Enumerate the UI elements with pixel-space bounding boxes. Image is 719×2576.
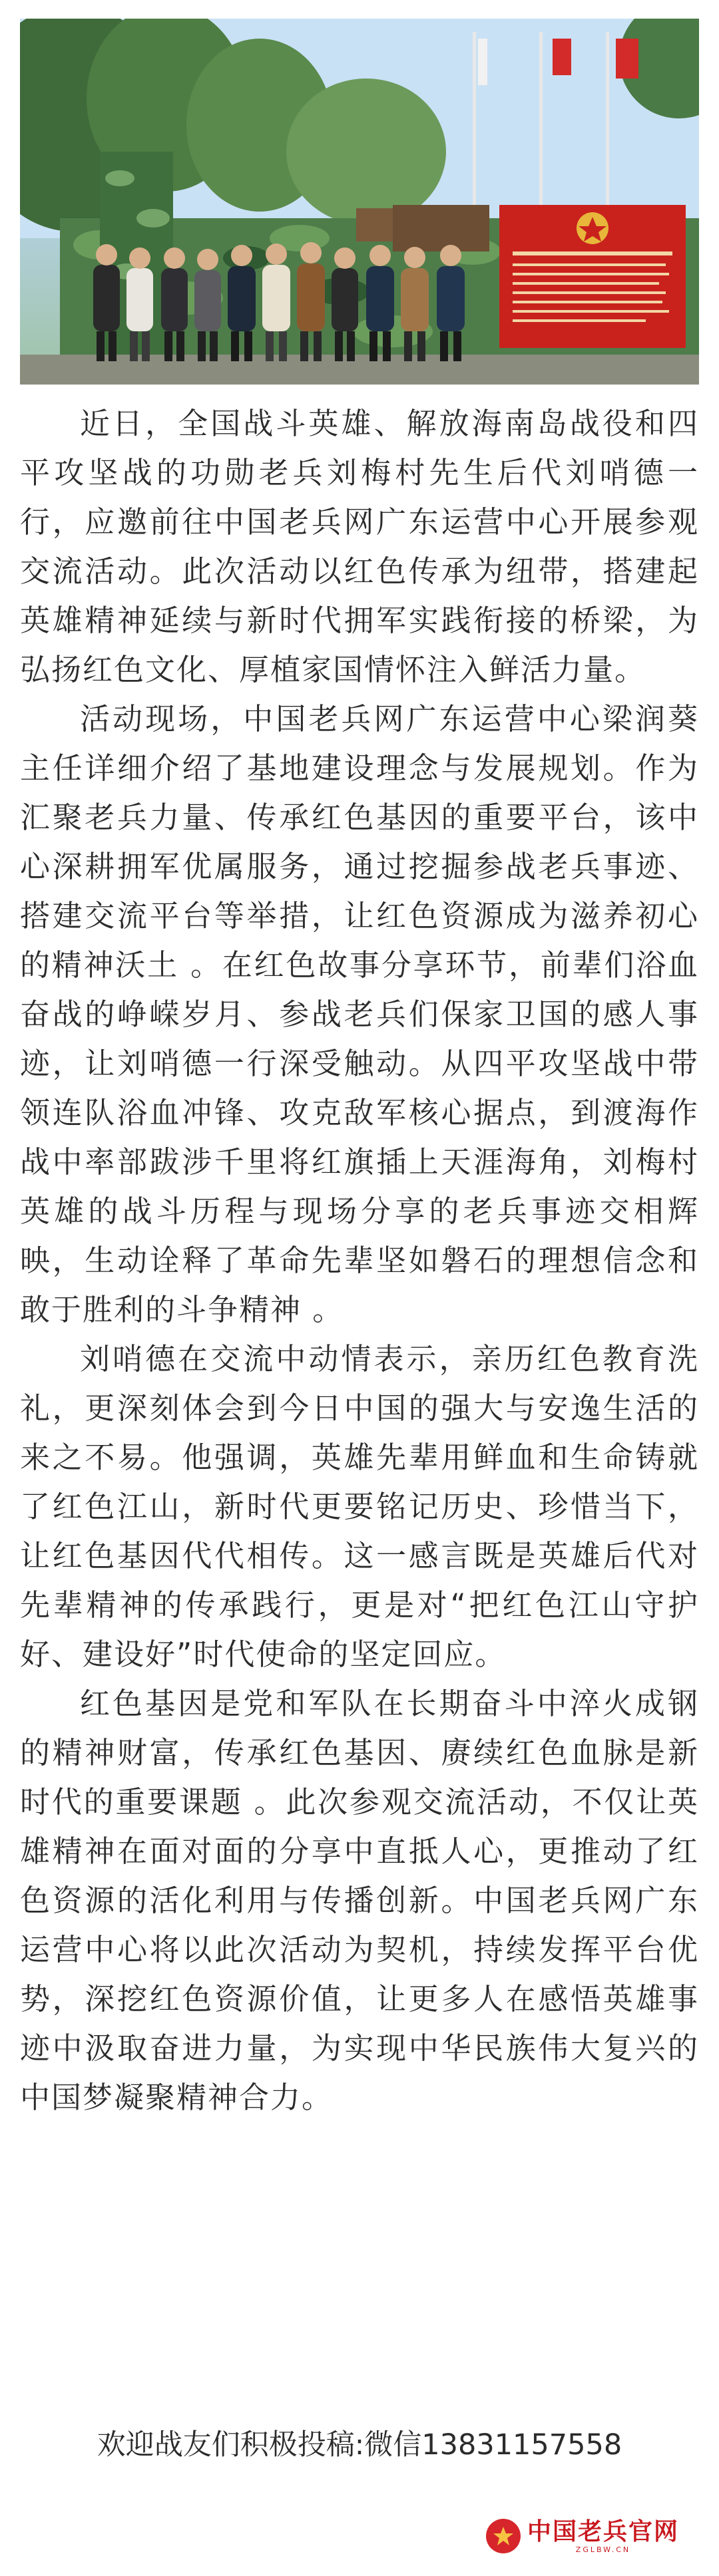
- site-logo: [486, 2516, 679, 2556]
- logo-domain: ZGLBW.CN: [575, 2545, 631, 2554]
- star-badge-icon: [486, 2519, 521, 2553]
- photo-illustration: [20, 19, 699, 385]
- article-paragraph-1: 近日，全国战斗英雄、解放海南岛战役和四平攻坚战的功勋老兵刘梅村先生后代刘哨德一行，应邀前往中国老兵网广东运营中心开展参观交流活动。此次活动以红色传承为纽带，搭建起英雄精神延续与新时代拥军实践衔接的桥梁，为弘扬红色文化、厚植家国情怀注入鲜活力量。: [20, 406, 699, 687]
- article-paragraph-3: 刘哨德在交流中动情表示，亲历红色教育洗礼，更深刻体会到今日中国的强大与安逸生活的来之不易。他强调，英雄先辈用鲜血和生命铸就了红色江山，新时代更要铭记历史、珍惜当下，让红色基因代代相传。这一感言既是英雄后代对先辈精神的传承践行，更是对“把红色江山守护好、建设好”时代使命的坚定回应。: [20, 1341, 699, 1672]
- article-body: [20, 399, 699, 2122]
- article-paragraph-4: 红色基因是党和军队在长期奋斗中淬火成钢的精神财富，传承红色基因、赓续红色血脉是新时代的重要课题 。此次参观交流活动，不仅让英雄精神在面对面的分享中直抵人心，更推动了红色资源的活化利用与传播创新。中国老兵网广东运营中心将以此次活动为契机，持续发挥平台优势，深挖红色资源价值，让更多人在感悟英雄事迹中汲取奋进力量，为实现中华民族伟大复兴的中国梦凝聚精神合力。: [20, 1686, 699, 2115]
- logo-chinese-name: 中国老兵官网: [527, 2517, 679, 2545]
- event-group-photo: [20, 19, 699, 385]
- logo-text: [527, 2519, 679, 2553]
- contribution-invite: 欢迎战友们积极投稿:微信13831157558: [97, 2428, 622, 2462]
- article-paragraph-2: 活动现场，中国老兵网广东运营中心梁润葵主任详细介绍了基地建设理念与发展规划。作为汇聚老兵力量、传承红色基因的重要平台，该中心深耕拥军优属服务，通过挖掘参战老兵事迹、搭建交流平台等举措，让红色资源成为滋养初心的精神沃土 。在红色故事分享环节，前辈们浴血奋战的峥嵘岁月、参战老兵们保家卫国的感人事迹，让刘哨德一行深受触动。从四平攻坚战中带领连队浴血冲锋、攻克敌军核心据点，到渡海作战中率部跋涉千里将红旗插上天涯海角，刘梅村英雄的战斗历程与现场分享的老兵事迹交相辉映，生动诠释了革命先辈坚如磐石的理想信念和敢于胜利的斗争精神 。: [20, 701, 699, 1327]
